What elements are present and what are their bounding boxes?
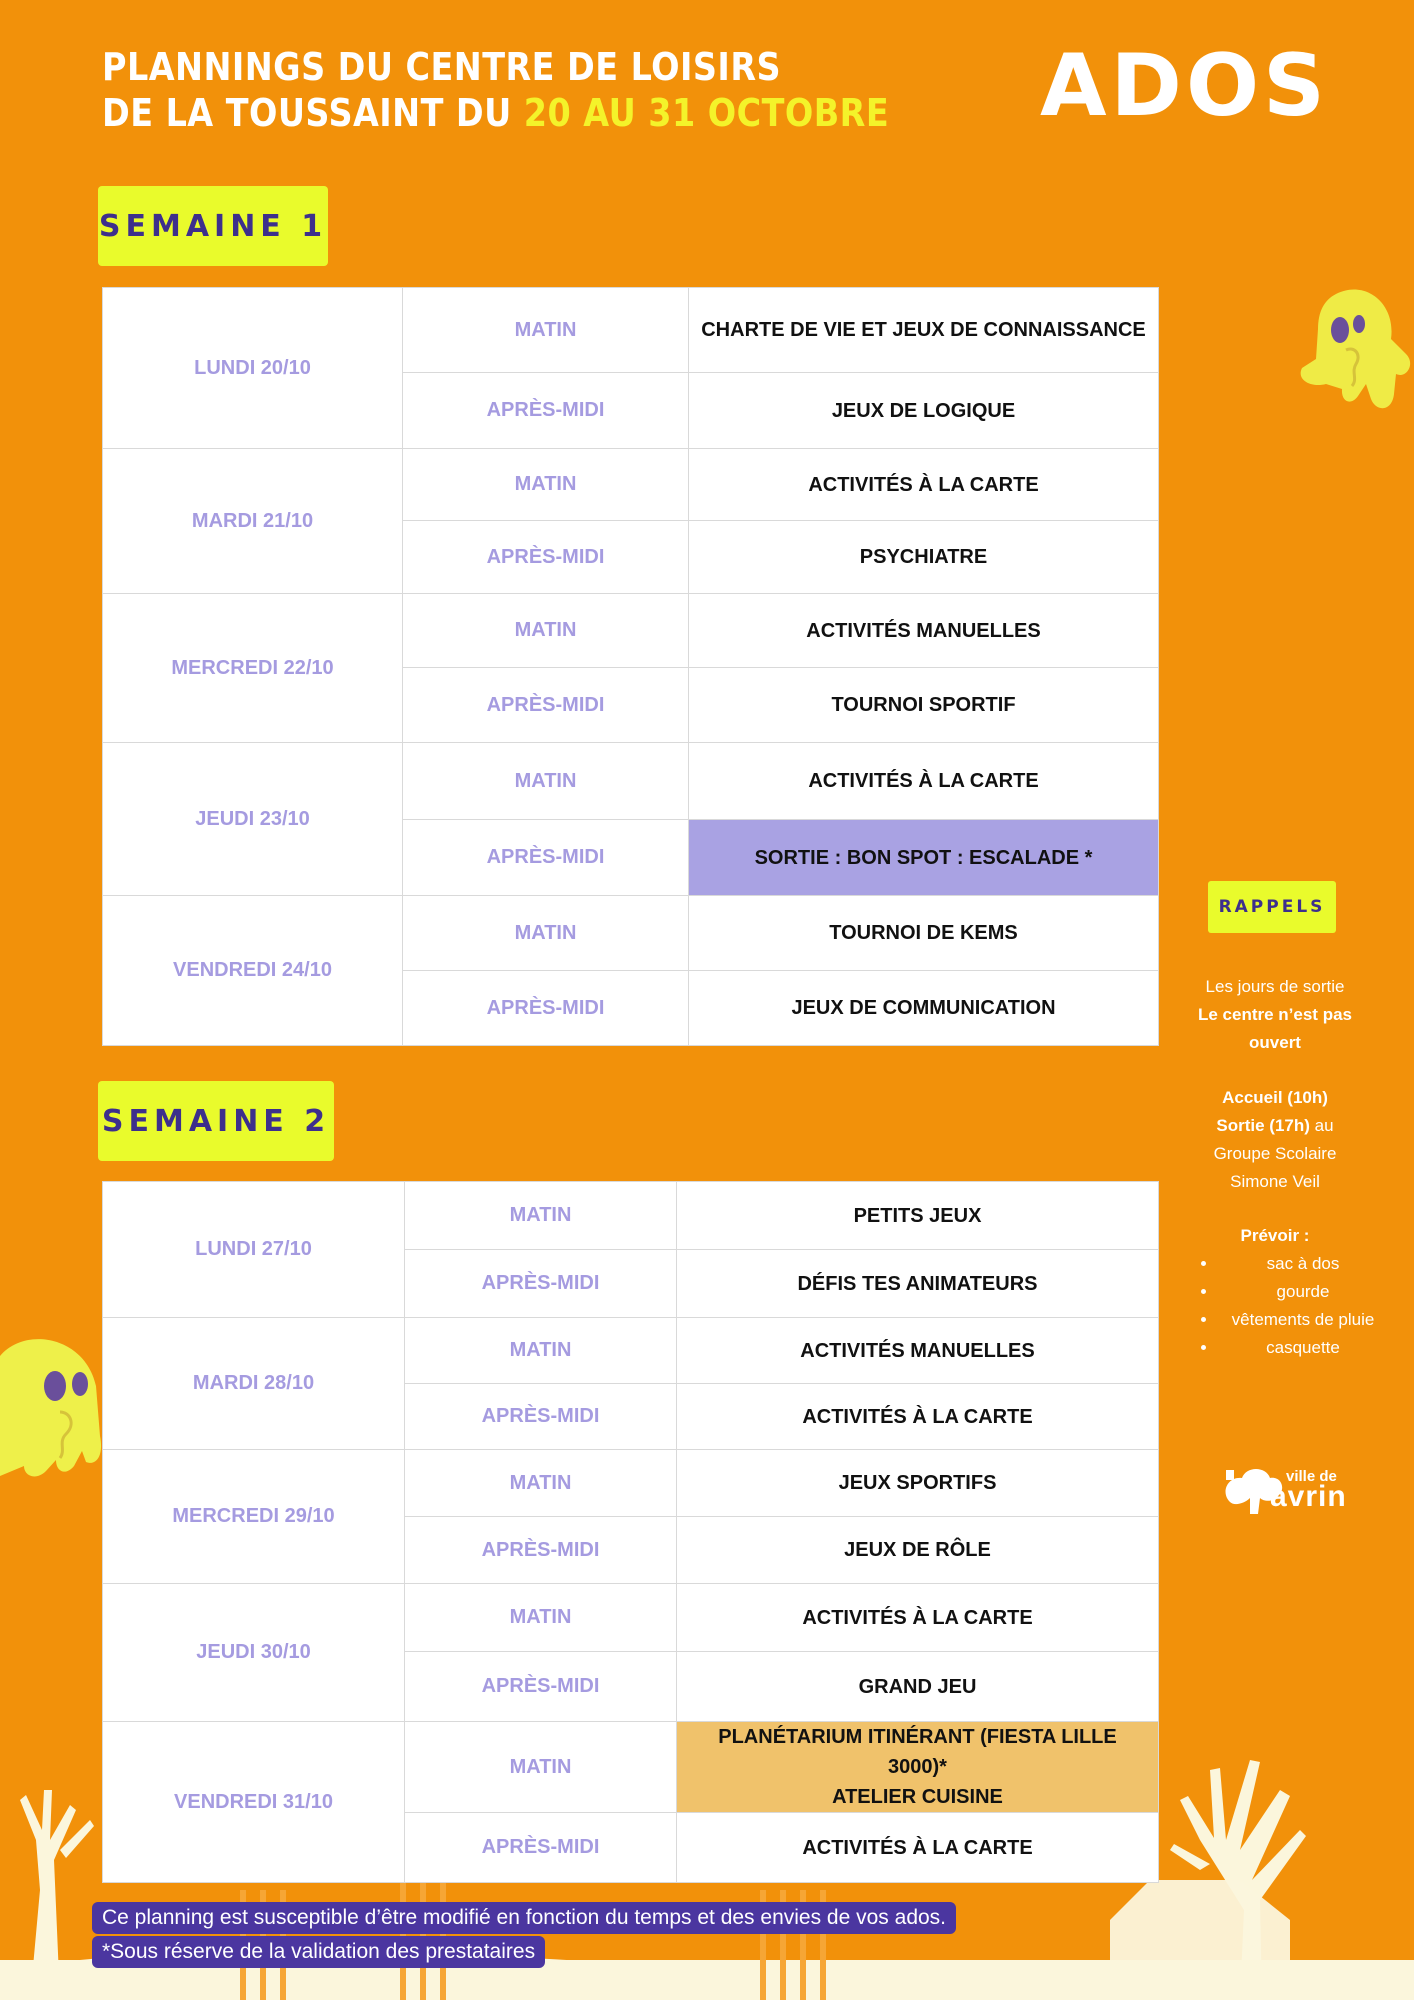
activity-cell: ACTIVITÉS À LA CARTE (689, 449, 1159, 521)
outing-note (1186, 973, 1364, 1057)
activity-cell: ACTIVITÉS MANUELLES (689, 594, 1159, 668)
day-cell: JEUDI 30/10 (103, 1584, 405, 1722)
slot-cell: MATIN (405, 1318, 677, 1384)
slot-cell: APRÈS-MIDI (403, 373, 689, 449)
slot-cell: APRÈS-MIDI (405, 1517, 677, 1584)
footnote-asterisk: *Sous réserve de la validation des prestataires (92, 1936, 545, 1968)
slot-cell: MATIN (403, 288, 689, 373)
week-2-table (102, 1181, 1159, 1883)
title-line-2 (102, 90, 889, 136)
activity-cell: JEUX DE RÔLE (677, 1517, 1159, 1584)
activity-cell-outing (677, 1722, 1159, 1813)
outing-intro: Les jours de sortie (1205, 977, 1345, 996)
activity-cell: ACTIVITÉS À LA CARTE (689, 743, 1159, 820)
activity-line: PLANÉTARIUM ITINÉRANT (FIESTA LILLE 3000)* (718, 1726, 1117, 1778)
table-row (103, 1450, 1159, 1517)
ghost-icon (0, 1326, 110, 1496)
table-row (103, 288, 1159, 373)
reminders-badge: RAPPELS (1208, 881, 1336, 933)
activity-cell: JEUX SPORTIFS (677, 1450, 1159, 1517)
day-cell: MARDI 28/10 (103, 1318, 405, 1450)
ghost-icon (1296, 284, 1414, 422)
table-row (103, 1182, 1159, 1250)
activity-cell: PSYCHIATRE (689, 521, 1159, 594)
day-cell: MARDI 21/10 (103, 449, 403, 594)
title-dates: 20 AU 31 OCTOBRE (523, 91, 890, 135)
activity-cell: ACTIVITÉS À LA CARTE (677, 1584, 1159, 1652)
activity-cell: ACTIVITÉS À LA CARTE (677, 1813, 1159, 1883)
day-cell: VENDREDI 24/10 (103, 896, 403, 1046)
list-item: • vêtements de pluie (1218, 1306, 1388, 1334)
day-cell: MERCREDI 29/10 (103, 1450, 405, 1584)
audience-label: ADOS (1040, 36, 1329, 136)
slot-cell: APRÈS-MIDI (405, 1250, 677, 1318)
slot-cell: APRÈS-MIDI (403, 820, 689, 896)
list-item: • casquette (1218, 1334, 1388, 1362)
exit-time: Sortie (17h) (1216, 1116, 1310, 1135)
activity-cell-outing: SORTIE : BON SPOT : ESCALADE * (689, 820, 1159, 896)
day-cell: VENDREDI 31/10 (103, 1722, 405, 1883)
table-row (103, 896, 1159, 971)
welcome-time: Accueil (10h) (1222, 1088, 1328, 1107)
slot-cell: MATIN (405, 1450, 677, 1517)
activity-cell: DÉFIS TES ANIMATEURS (677, 1250, 1159, 1318)
slot-cell: APRÈS-MIDI (403, 668, 689, 743)
disclaimer-note: Ce planning est susceptible d’être modifié en fonction du temps et des envies de vos ados. (92, 1902, 956, 1934)
slot-cell: MATIN (405, 1722, 677, 1813)
week-1-badge: SEMAINE 1 (98, 186, 328, 266)
logo-big-text: avrin (1270, 1480, 1347, 1513)
day-cell: JEUDI 23/10 (103, 743, 403, 896)
slot-cell: MATIN (403, 743, 689, 820)
title-line-1: PLANNINGS DU CENTRE DE LOISIRS (102, 45, 782, 89)
page-title (102, 44, 889, 136)
title-line-2-prefix: DE LA TOUSSAINT DU (102, 91, 524, 135)
activity-cell: ACTIVITÉS À LA CARTE (677, 1384, 1159, 1450)
activity-cell: GRAND JEU (677, 1652, 1159, 1722)
slot-cell: APRÈS-MIDI (403, 971, 689, 1046)
slot-cell: APRÈS-MIDI (405, 1652, 677, 1722)
table-row (103, 449, 1159, 521)
bring-title: Prévoir : (1240, 1226, 1310, 1245)
slot-cell: APRÈS-MIDI (405, 1384, 677, 1450)
day-cell: LUNDI 27/10 (103, 1182, 405, 1318)
day-cell: LUNDI 20/10 (103, 288, 403, 449)
table-row (103, 743, 1159, 820)
slot-cell: MATIN (403, 449, 689, 521)
table-row (103, 1318, 1159, 1384)
list-item: • gourde (1218, 1278, 1388, 1306)
slot-cell: APRÈS-MIDI (405, 1813, 677, 1883)
slot-cell: APRÈS-MIDI (403, 521, 689, 594)
activity-line: ATELIER CUISINE (832, 1786, 1003, 1808)
activity-cell: JEUX DE LOGIQUE (689, 373, 1159, 449)
slot-cell: MATIN (403, 594, 689, 668)
table-row (103, 594, 1159, 668)
activity-cell: CHARTE DE VIE ET JEUX DE CONNAISSANCE (689, 288, 1159, 373)
activity-cell: JEUX DE COMMUNICATION (689, 971, 1159, 1046)
activity-cell: TOURNOI DE KEMS (689, 896, 1159, 971)
list-item: • sac à dos (1218, 1250, 1388, 1278)
exit-note (1186, 1112, 1364, 1196)
schedule-note (1186, 1084, 1364, 1196)
activity-cell: ACTIVITÉS MANUELLES (677, 1318, 1159, 1384)
table-row (103, 1722, 1159, 1813)
slot-cell: MATIN (405, 1182, 677, 1250)
table-row (103, 1584, 1159, 1652)
slot-cell: MATIN (405, 1584, 677, 1652)
slot-cell: MATIN (403, 896, 689, 971)
week-2-badge: SEMAINE 2 (98, 1081, 334, 1161)
outing-closed-note: Le centre n’est pas ouvert (1197, 1005, 1352, 1052)
bring-list (1200, 1250, 1388, 1362)
week-1-table (102, 287, 1159, 1046)
activity-cell: PETITS JEUX (677, 1182, 1159, 1250)
exit-location: au Groupe Scolaire Simone Veil (1213, 1116, 1337, 1191)
logo-small-text: ville de (1286, 1468, 1337, 1485)
day-cell: MERCREDI 22/10 (103, 594, 403, 743)
activity-cell: TOURNOI SPORTIF (689, 668, 1159, 743)
city-logo (1220, 1462, 1350, 1518)
